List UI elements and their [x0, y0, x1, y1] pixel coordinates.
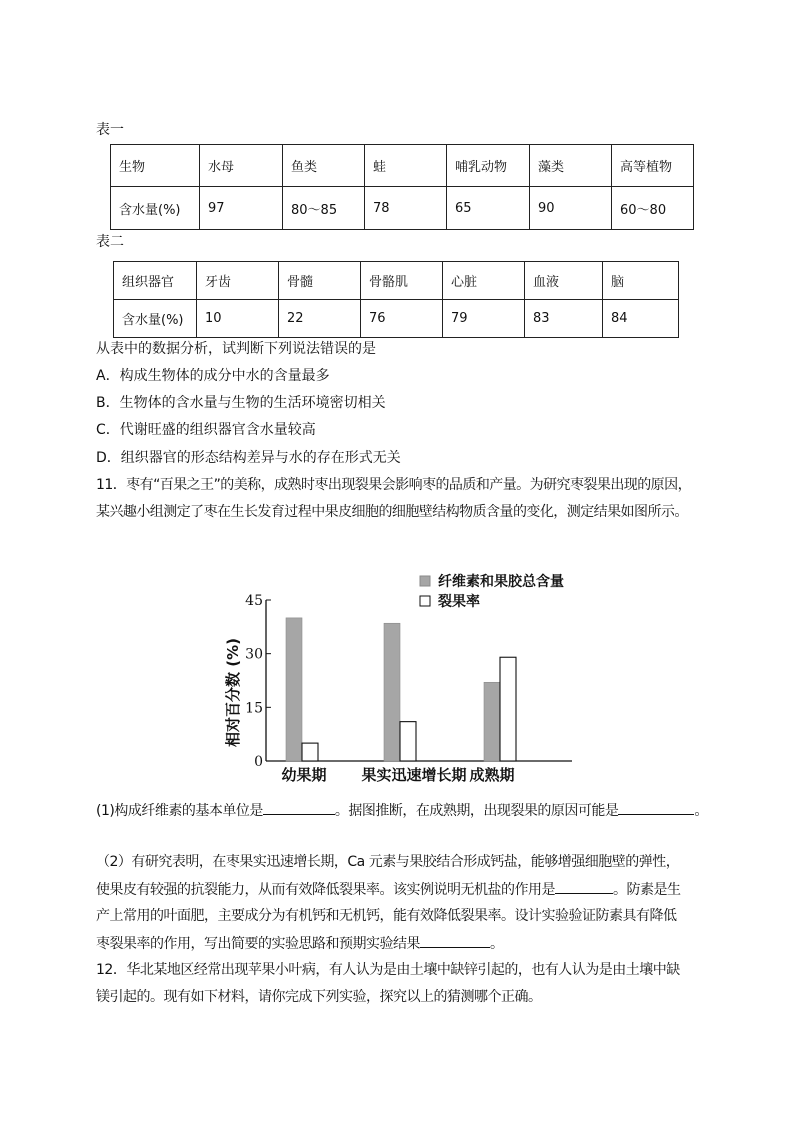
q11-sub1-text-b: 。据图推断，在成熟期，出现裂果的原因可能是	[334, 803, 619, 819]
q11-sub1	[96, 800, 708, 821]
table-cell: 65	[447, 187, 530, 230]
bar-cellulose-pectin	[384, 623, 400, 761]
table-cell: 脑	[603, 262, 679, 300]
bar-chart-svg	[222, 568, 582, 790]
table-cell: 60～80	[612, 187, 694, 230]
q11-sub1-text-c: 。	[694, 803, 708, 819]
table-cell: 藻类	[530, 145, 612, 187]
table-cell: 76	[361, 300, 443, 338]
table-cell: 组织器官	[114, 262, 197, 300]
y-tick-label: 45	[245, 593, 263, 609]
x-category-label: 果实迅速增长期	[361, 766, 467, 784]
answer-blank[interactable]	[618, 800, 694, 815]
table-cell: 10	[197, 300, 279, 338]
q11-sub2-line2	[96, 879, 681, 900]
bar-crack-rate	[500, 657, 516, 761]
bar-crack-rate	[400, 722, 416, 761]
table1-row-values	[111, 187, 694, 230]
table-cell: 84	[603, 300, 679, 338]
table-cell: 牙齿	[197, 262, 279, 300]
q10-option-d: D．组织器官的形态结构差异与水的存在形式无关	[96, 450, 401, 466]
q11-sub2-text: 枣裂果率的作用，写出简要的实验思路和预期实验结果	[96, 936, 420, 952]
q12-line1: 12．华北某地区经常出现苹果小叶病，有人认为是由土壤中缺锌引起的，也有人认为是由土壤中缺	[96, 962, 680, 978]
legend-swatch	[420, 596, 430, 606]
y-axis-label: 相对百分数 (%)	[224, 638, 242, 747]
table1	[110, 144, 694, 230]
table-cell: 血液	[525, 262, 603, 300]
q11-line2: 某兴趣小组测定了枣在生长发育过程中果皮细胞的细胞壁结构物质含量的变化，测定结果如图所示。	[96, 504, 688, 520]
q11-sub2-text: 。	[490, 936, 504, 952]
q11-line1: 11．枣有“百果之王”的美称，成熟时枣出现裂果会影响枣的品质和产量。为研究枣裂果出现的原因，	[96, 477, 692, 493]
answer-blank[interactable]	[555, 879, 613, 894]
answer-blank[interactable]	[263, 800, 335, 815]
table2-row-header	[114, 262, 679, 300]
table1-row-header	[111, 145, 694, 187]
table-cell: 79	[443, 300, 525, 338]
table-cell: 水母	[200, 145, 283, 187]
q11-sub2-line4	[96, 933, 504, 954]
legend-label: 纤维素和果胶总含量	[438, 574, 564, 590]
q11-sub2-text: 。防素是生	[613, 882, 681, 898]
q10-option-b: B．生物体的含水量与生物的生活环境密切相关	[96, 395, 386, 411]
q11-sub2-text: 使果皮有较强的抗裂能力，从而有效降低裂果率。该实例说明无机盐的作用是	[96, 882, 555, 898]
q11-sub1-text-a: (1)构成纤维素的基本单位是	[96, 803, 263, 819]
x-category-label: 成熟期	[469, 766, 515, 784]
legend-label: 裂果率	[438, 594, 480, 610]
y-tick-label: 30	[245, 646, 263, 663]
table2	[113, 261, 679, 338]
q10-stem: 从表中的数据分析，试判断下列说法错误的是	[96, 341, 376, 357]
table-cell: 哺乳动物	[447, 145, 530, 187]
y-tick-label: 15	[245, 700, 263, 717]
q12-line2: 镁引起的。现有如下材料，请你完成下列实验，探究以上的猜测哪个正确。	[96, 989, 542, 1005]
table-cell: 骨髓	[279, 262, 361, 300]
bar-cellulose-pectin	[484, 682, 500, 761]
table-cell: 骨骼肌	[361, 262, 443, 300]
q11-sub2-line1: （2）有研究表明，在枣果实迅速增长期，Ca 元素与果胶结合形成钙盐，能够增强细胞壁的弹性，	[96, 854, 680, 870]
bar-chart	[222, 568, 582, 790]
table-cell: 心脏	[443, 262, 525, 300]
table2-row-values	[114, 300, 679, 338]
q11-sub2-line3: 产上常用的叶面肥，主要成分为有机钙和无机钙，能有效降低裂果率。设计实验验证防素具有降低	[96, 908, 677, 924]
table-cell: 生物	[111, 145, 200, 187]
table-cell: 90	[530, 187, 612, 230]
table2-caption: 表二	[96, 234, 124, 250]
table-cell: 78	[365, 187, 447, 230]
answer-blank[interactable]	[420, 933, 490, 948]
table-cell: 80～85	[283, 187, 365, 230]
table1-caption: 表一	[96, 122, 124, 138]
table-cell: 鱼类	[283, 145, 365, 187]
legend-swatch	[420, 576, 430, 586]
q10-option-a: A．构成生物体的成分中水的含量最多	[96, 368, 330, 384]
table-cell: 蛙	[365, 145, 447, 187]
x-category-label: 幼果期	[281, 766, 327, 784]
table-cell: 22	[279, 300, 361, 338]
table-cell: 含水量(%)	[114, 300, 197, 338]
table-cell: 97	[200, 187, 283, 230]
table-cell: 83	[525, 300, 603, 338]
bar-cellulose-pectin	[286, 618, 302, 761]
table-cell: 含水量(%)	[111, 187, 200, 230]
bar-crack-rate	[302, 743, 318, 761]
y-tick-label: 0	[254, 754, 263, 770]
table-cell: 高等植物	[612, 145, 694, 187]
q10-option-c: C．代谢旺盛的组织器官含水量较高	[96, 422, 316, 438]
